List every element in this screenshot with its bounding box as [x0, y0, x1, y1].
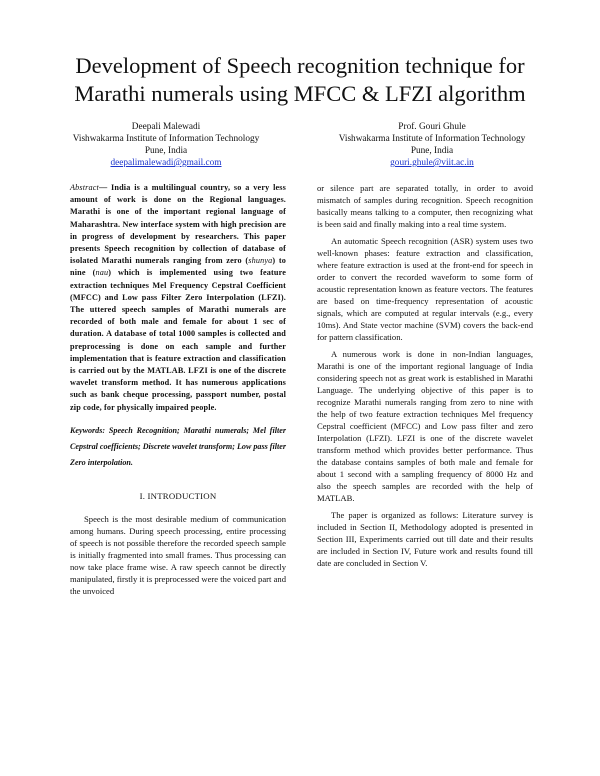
section-heading-introduction: I. INTRODUCTION	[139, 490, 217, 501]
author-name: Prof. Gouri Ghule	[398, 122, 466, 132]
intro-paragraph-2: An automatic Speech recognition (ASR) system uses two well-known phases: feature extraction and classification, where feature extraction is used at the front-end for speech in order to convert the recorded waveform to some form of acoustic representation known as feature vectors. The features are based on time-frequency representation of acoustic signals, which are computed at regular intervals (e.g., every 10ms). And State vector machine (SVM) covers the back-end for pattern classification.	[317, 236, 533, 342]
title-line-1: Development of Speech recognition technique for	[75, 53, 525, 78]
left-column	[70, 182, 286, 597]
author-email-link[interactable]: gouri.ghule@viit.ac.in	[390, 158, 474, 168]
intro-paragraph-1-continued: or silence part are separated totally, in order to avoid mismatch of samples during recognition. Speech recognition basically means talking to a computer, then recognizing what is been said and finally making into a real time system.	[317, 183, 533, 229]
author-block-2	[302, 121, 562, 169]
author-name: Deepali Malewadi	[131, 122, 201, 132]
title-line-2: Marathi numerals using MFCC & LFZI algorithm	[74, 81, 526, 106]
abstract-label: Abstract	[70, 183, 99, 192]
right-column	[317, 182, 533, 569]
intro-paragraph-1: Speech is the most desirable medium of communication among humans. During speech processing, entire processing of speech is not possible therefore the recorded speech sample is initially fragmented into small frames. Thus processing can now take place frame wise. A raw speech cannot be directly manipulated, firstly it is preprocessed were the voiced part and the unvoiced	[70, 513, 286, 596]
abstract: Abstract— India is a multilingual country, so a very less amount of work is done on the Regional languages. Marathi is one of the important regional language of Maharashtra. New interface system with high precision are in progress of development by researchers. This paper presents Speech recognition by collection of database of isolated Marathi numerals ranging from zero (shunya) to nine (nau) which is implemented using two feature extraction techniques Mel Frequency Cepstral Coefficient (MFCC) and Low pass Filter Zero Interpolation (LFZI). The uttered speech samples of Marathi numerals are recorded of both male and female for about 1 sec of duration. A database of total 1000 samples is collected and preprocessing is done on each sample and further implementation that is feature extraction and classification is carried out by the MATLAB. LFZI is one of the discrete wavelet transform method. It has numerous applications such as bank cheque processing, passport number, postal zip code, for physically impaired people.	[70, 183, 286, 412]
author-location: Pune, India	[410, 146, 454, 156]
author-location: Pune, India	[144, 146, 188, 156]
author-email-link[interactable]: deepalimalewadi@gmail.com	[110, 158, 222, 168]
author-affiliation: Vishwakarma Institute of Information Technology	[72, 134, 260, 144]
author-affiliation: Vishwakarma Institute of Information Technology	[338, 134, 526, 144]
intro-paragraph-4: The paper is organized as follows: Literature survey is included in Section II, Methodology adopted is presented in Section III, Experiments carried out till date and their results are included in Section IV, Future work and results found till date are concluded in Section V.	[317, 510, 533, 568]
author-block-1	[36, 121, 296, 169]
paper-title	[0, 52, 600, 108]
keywords: Keywords: Speech Recognition; Marathi numerals; Mel filter Cepstral coefficients; Discrete wavelet transform; Low pass filter Zero interpolation.	[70, 425, 286, 467]
intro-paragraph-3: A numerous work is done in non-Indian languages, Marathi is one of the important regional language of India considering speech not as great work is established in Marathi Language. The underlying objective of this paper is to recognize Marathi numerals ranging from zero to nine with the help of two feature extraction techniques Mel frequency Cepstral coefficient (MFCC) and Low pass filter and zero Interpolation (LFZI). LFZI is one of the discrete wavelet transform method which provides better performance. Thus the database contains samples of both male and female for about 1 second with a sampling frequency of 8000 Hz and also the speech samples are recorded with the help of MATLAB.	[317, 349, 533, 503]
